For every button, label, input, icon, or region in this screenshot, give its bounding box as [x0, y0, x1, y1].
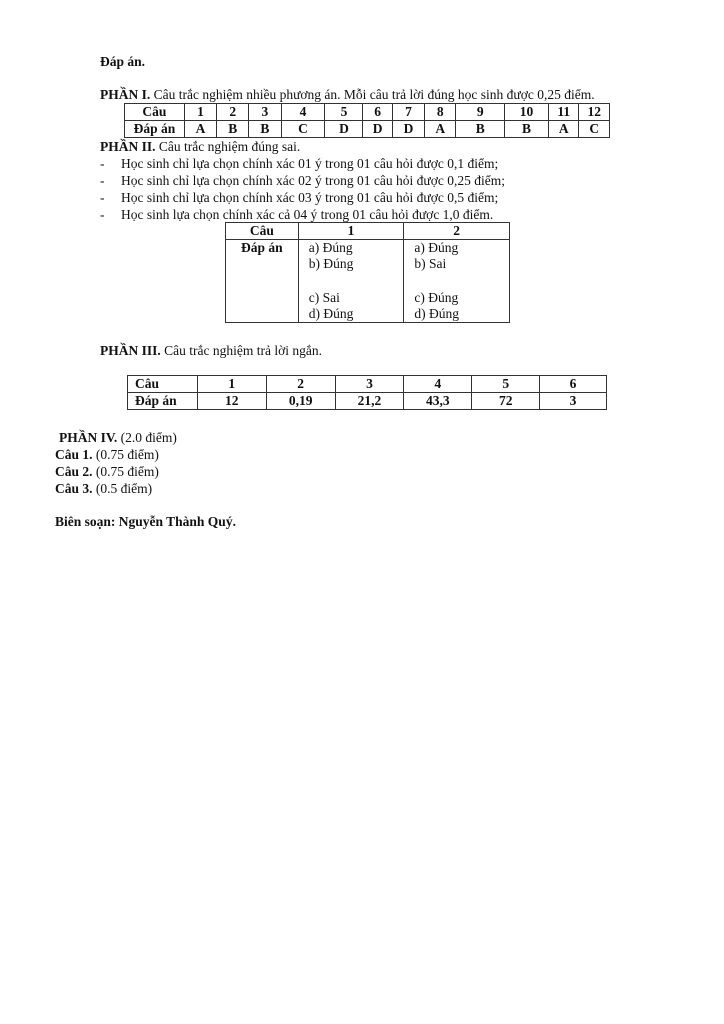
tf-answer: b) Sai — [414, 256, 447, 271]
part1-answer: A — [549, 121, 579, 138]
part1-answer-row — [125, 121, 610, 138]
part3-question: 3 — [335, 376, 404, 393]
part1-text: Câu trắc nghiệm nhiều phương án. Mỗi câu trả lời đúng học sinh được 0,25 điểm. — [153, 87, 595, 102]
part4-item: Câu 3. (0.5 điểm) — [55, 481, 153, 496]
part1-answer: B — [249, 121, 281, 138]
tf-answer: a) Đúng — [308, 240, 353, 255]
part3-question: 6 — [540, 376, 607, 393]
list-dash: - — [100, 190, 105, 205]
answer-key-title: Đáp án. — [100, 54, 146, 69]
part1-answer: A — [184, 121, 216, 138]
part1-question-row — [125, 104, 610, 121]
part1-answer: D — [363, 121, 392, 138]
part1-question: 8 — [425, 104, 456, 121]
part3-text: Câu trắc nghiệm trả lời ngắn. — [164, 343, 322, 358]
part1-answer-label: Đáp án — [125, 121, 185, 138]
part3-answer-row — [128, 393, 607, 410]
part1-answer: C — [281, 121, 325, 138]
part1-question: 6 — [363, 104, 392, 121]
list-dash: - — [100, 207, 105, 222]
part2-question: 1 — [298, 223, 404, 240]
part1-question: 11 — [549, 104, 579, 121]
part3-answer: 12 — [197, 393, 266, 410]
list-dash: - — [100, 156, 105, 171]
part1-label: PHẦN I. — [100, 87, 151, 102]
part1-question: 7 — [392, 104, 424, 121]
part3-question-row — [128, 376, 607, 393]
tf-answer: a) Đúng — [414, 240, 459, 255]
part1-answer: A — [425, 121, 456, 138]
part4-points: (2.0 điểm) — [120, 430, 177, 445]
part1-question: 12 — [579, 104, 610, 121]
part2-question-row — [226, 223, 510, 240]
part1-answer: B — [217, 121, 249, 138]
part4-item: Câu 2. (0.75 điểm) — [55, 464, 159, 479]
part1-heading — [100, 87, 595, 103]
part1-answer: D — [392, 121, 424, 138]
part2-q2-answers — [404, 240, 510, 323]
part2-answer-label: Đáp án — [226, 240, 299, 323]
part1-answer: D — [325, 121, 363, 138]
tf-answer: d) Đúng — [414, 306, 459, 321]
list-dash: - — [100, 173, 105, 188]
part1-question: 3 — [249, 104, 281, 121]
part3-label: PHẦN III. — [100, 343, 161, 358]
part3-answer: 43,3 — [404, 393, 472, 410]
part3-answer-table — [127, 375, 607, 410]
part3-heading — [100, 343, 322, 359]
part1-answer: C — [579, 121, 610, 138]
part3-answer: 21,2 — [335, 393, 404, 410]
part3-answer: 3 — [540, 393, 607, 410]
part2-q1-answers — [298, 240, 404, 323]
part1-answer: B — [456, 121, 505, 138]
part4-label: PHẦN IV. — [59, 430, 118, 445]
part3-header-label: Câu — [128, 376, 198, 393]
tf-answer: c) Sai — [308, 290, 340, 305]
part4-heading — [59, 430, 177, 446]
part3-question: 4 — [404, 376, 472, 393]
part1-question: 5 — [325, 104, 363, 121]
part4-item: Câu 1. (0.75 điểm) — [55, 447, 159, 462]
part2-answer-table — [225, 222, 510, 323]
part3-question: 2 — [266, 376, 335, 393]
part2-label: PHẦN II. — [100, 139, 156, 154]
part3-question: 5 — [472, 376, 540, 393]
part2-header-label: Câu — [226, 223, 299, 240]
author-credit: Biên soạn: Nguyễn Thành Quý. — [55, 514, 236, 529]
part2-text: Câu trắc nghiệm đúng sai. — [158, 139, 301, 154]
tf-answer: c) Đúng — [414, 290, 459, 305]
part1-question: 10 — [505, 104, 549, 121]
part1-question: 4 — [281, 104, 325, 121]
part3-question: 1 — [197, 376, 266, 393]
part2-question: 2 — [404, 223, 510, 240]
part1-answer: B — [505, 121, 549, 138]
part2-heading — [100, 139, 300, 155]
part3-answer-label: Đáp án — [128, 393, 198, 410]
part3-answer: 72 — [472, 393, 540, 410]
part1-question: 9 — [456, 104, 505, 121]
tf-answer: d) Đúng — [308, 306, 354, 321]
part2-answer-row — [226, 240, 510, 323]
part1-answer-table — [124, 103, 610, 138]
part3-answer: 0,19 — [266, 393, 335, 410]
part1-question: 2 — [217, 104, 249, 121]
tf-answer: b) Đúng — [308, 256, 354, 271]
part1-header-label: Câu — [125, 104, 185, 121]
part1-question: 1 — [184, 104, 216, 121]
